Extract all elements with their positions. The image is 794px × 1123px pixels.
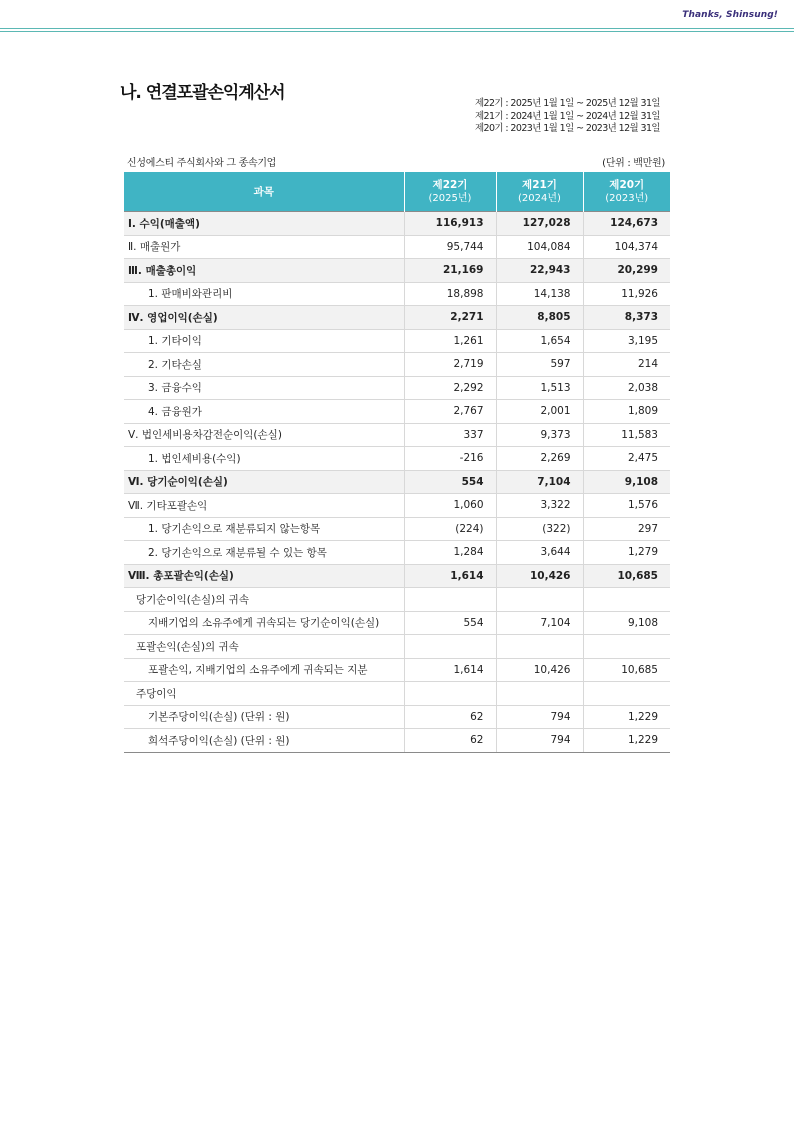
fiscal-period: 제21기 : 2024년 1월 1일 ~ 2024년 12월 31일	[474, 110, 660, 122]
value-2025: 95,744	[404, 235, 496, 259]
value-2025: 337	[404, 423, 496, 447]
row-label: 4. 금융원가	[124, 400, 404, 424]
row-label: 3. 금융수익	[124, 376, 404, 400]
header-label: 과목	[253, 185, 274, 198]
table-row	[124, 658, 670, 682]
row-label: 1. 기타이익	[124, 329, 404, 353]
value-2025	[404, 588, 496, 612]
value-2024	[496, 682, 583, 706]
row-label: 2. 당기손익으로 재분류될 수 있는 항목	[124, 541, 404, 565]
value-2025: 2,271	[404, 306, 496, 330]
table-row	[124, 447, 670, 471]
row-label: 1. 판매비와관리비	[124, 282, 404, 306]
value-2023: 1,229	[583, 705, 670, 729]
fiscal-periods	[475, 98, 660, 136]
value-2024: 9,373	[496, 423, 583, 447]
row-label: 1. 당기손익으로 재분류되지 않는항목	[124, 517, 404, 541]
row-label: 희석주당이익(손실) (단위 : 원)	[124, 729, 404, 753]
row-label: Ⅲ. 매출총이익	[124, 259, 404, 283]
value-2023: 11,583	[583, 423, 670, 447]
value-2024: 7,104	[496, 611, 583, 635]
table-row	[124, 306, 670, 330]
value-2024: 1,513	[496, 376, 583, 400]
value-2024: 7,104	[496, 470, 583, 494]
value-2025: 2,292	[404, 376, 496, 400]
value-2025: 1,614	[404, 564, 496, 588]
header-label: 제22기	[432, 179, 468, 191]
value-2025: (224)	[404, 517, 496, 541]
value-2025: 2,719	[404, 353, 496, 377]
value-2023	[583, 682, 670, 706]
value-2024: 8,805	[496, 306, 583, 330]
value-2025: 116,913	[404, 212, 496, 236]
table-row	[124, 400, 670, 424]
value-2025: 1,261	[404, 329, 496, 353]
row-label: Ⅳ. 영업이익(손실)	[124, 306, 404, 330]
header-period-20	[583, 172, 670, 212]
company-name: 신성에스티 주식회사와 그 종속기업	[127, 158, 277, 169]
value-2024: 10,426	[496, 564, 583, 588]
value-2024: 794	[496, 705, 583, 729]
header-year: (2024년)	[518, 193, 561, 204]
value-2025: 62	[404, 729, 496, 753]
row-label: Ⅵ. 당기순이익(손실)	[124, 470, 404, 494]
value-2023: 3,195	[583, 329, 670, 353]
value-2024: 127,028	[496, 212, 583, 236]
page-header	[0, 0, 794, 32]
value-2024: 3,644	[496, 541, 583, 565]
value-2025: -216	[404, 447, 496, 471]
value-2023: 2,038	[583, 376, 670, 400]
value-2025: 62	[404, 705, 496, 729]
header-year: (2025년)	[428, 193, 472, 204]
value-2024: 1,654	[496, 329, 583, 353]
table-header-row	[124, 172, 670, 212]
value-2023: 9,108	[583, 470, 670, 494]
table-row	[124, 588, 670, 612]
value-2024: 104,084	[496, 235, 583, 259]
table-row	[124, 282, 670, 306]
row-label: 포괄손익(손실)의 귀속	[124, 635, 404, 659]
row-label: 주당이익	[124, 682, 404, 706]
row-label: 2. 기타손실	[124, 353, 404, 377]
fiscal-period: 제22기 : 2025년 1월 1일 ~ 2025년 12월 31일	[474, 98, 660, 109]
header-period-21	[496, 172, 583, 212]
value-2023	[583, 588, 670, 612]
value-2023: 297	[583, 517, 670, 541]
value-2025: 1,284	[404, 541, 496, 565]
row-label: Ⅶ. 기타포괄손익	[124, 494, 404, 518]
table-row	[124, 329, 670, 353]
value-2024: 2,001	[496, 400, 583, 424]
value-2023: 1,809	[583, 400, 670, 424]
table-row	[124, 611, 670, 635]
header-account	[124, 172, 404, 212]
table-row	[124, 376, 670, 400]
value-2025: 554	[404, 470, 496, 494]
table-row	[124, 517, 670, 541]
value-2024: 22,943	[496, 259, 583, 283]
page-title: 나. 연결포괄손익계산서	[120, 83, 285, 103]
row-label: Ⅴ. 법인세비용차감전순이익(손실)	[124, 423, 404, 447]
brand-tagline: Thanks, Shinsung!	[682, 10, 778, 20]
table-row	[124, 235, 670, 259]
row-label: Ⅱ. 매출원가	[124, 235, 404, 259]
header-divider	[0, 31, 794, 32]
table-row	[124, 729, 670, 753]
value-2023: 10,685	[583, 658, 670, 682]
value-2025	[404, 682, 496, 706]
value-2023: 20,299	[583, 259, 670, 283]
table-row	[124, 635, 670, 659]
row-label: Ⅰ. 수익(매출액)	[124, 212, 404, 236]
table-row	[124, 541, 670, 565]
header-label: 제21기	[522, 179, 557, 191]
table-row	[124, 212, 670, 236]
header-divider	[0, 28, 794, 29]
value-2023: 2,475	[583, 447, 670, 471]
table-row	[124, 494, 670, 518]
value-2023: 8,373	[583, 306, 670, 330]
row-label: 포괄손익, 지배기업의 소유주에게 귀속되는 지분	[124, 658, 404, 682]
income-statement-table	[124, 172, 670, 753]
value-2024: 597	[496, 353, 583, 377]
table-row	[124, 423, 670, 447]
value-2023: 124,673	[583, 212, 670, 236]
value-2023: 10,685	[583, 564, 670, 588]
header-period-22	[404, 172, 496, 212]
table-row	[124, 470, 670, 494]
value-2024: 10,426	[496, 658, 583, 682]
value-2023: 1,576	[583, 494, 670, 518]
table-row	[124, 705, 670, 729]
unit-label: (단위 : 백만원)	[602, 158, 665, 169]
value-2023: 214	[583, 353, 670, 377]
value-2025: 1,614	[404, 658, 496, 682]
value-2023: 9,108	[583, 611, 670, 635]
row-label: 당기순이익(손실)의 귀속	[124, 588, 404, 612]
value-2025: 21,169	[404, 259, 496, 283]
value-2024	[496, 635, 583, 659]
value-2025	[404, 635, 496, 659]
value-2023	[583, 635, 670, 659]
value-2024: 2,269	[496, 447, 583, 471]
value-2024: 794	[496, 729, 583, 753]
table-row	[124, 259, 670, 283]
row-label: Ⅷ. 총포괄손익(손실)	[124, 564, 404, 588]
header-label: 제20기	[609, 179, 645, 191]
row-label: 1. 법인세비용(수익)	[124, 447, 404, 471]
value-2023: 1,279	[583, 541, 670, 565]
value-2025: 2,767	[404, 400, 496, 424]
value-2024: 14,138	[496, 282, 583, 306]
value-2025: 18,898	[404, 282, 496, 306]
row-label: 지배기업의 소유주에게 귀속되는 당기순이익(손실)	[124, 611, 404, 635]
value-2024: 3,322	[496, 494, 583, 518]
header-year: (2023년)	[605, 193, 649, 204]
value-2025: 1,060	[404, 494, 496, 518]
table-row	[124, 353, 670, 377]
value-2025: 554	[404, 611, 496, 635]
fiscal-period: 제20기 : 2023년 1월 1일 ~ 2023년 12월 31일	[474, 123, 660, 134]
row-label: 기본주당이익(손실) (단위 : 원)	[124, 705, 404, 729]
table-row	[124, 682, 670, 706]
value-2023: 11,926	[583, 282, 670, 306]
value-2024: (322)	[496, 517, 583, 541]
value-2024	[496, 588, 583, 612]
value-2023: 1,229	[583, 729, 670, 753]
table-row	[124, 564, 670, 588]
value-2023: 104,374	[583, 235, 670, 259]
